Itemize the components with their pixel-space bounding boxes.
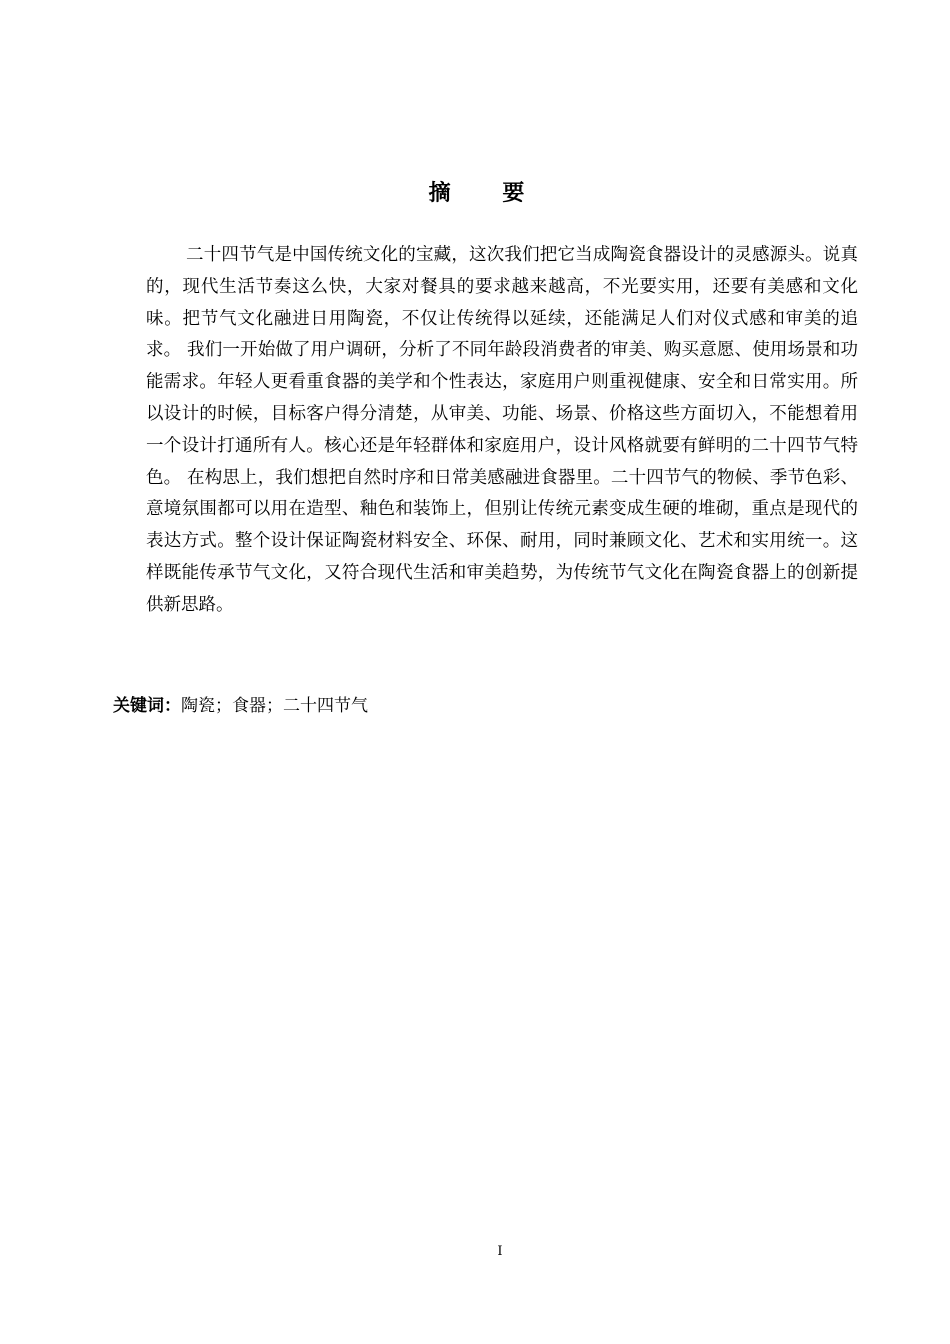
- page-number: I: [497, 1244, 503, 1259]
- keywords-label: 关键词：: [113, 696, 181, 716]
- keywords-line: [113, 692, 833, 720]
- abstract-body: 二十四节气是中国传统文化的宝藏，这次我们把它当成陶瓷食器设计的灵感源头。说真的，现代生活节奏这么快，大家对餐具的要求越来越高，不光要实用，还要有美感和文化味。把节气文化融进日用陶瓷，不仅让传统得以延续，还能满足人们对仪式感和审美的追求。 我们一开始做了用户调研，分析了不同年龄段消费者的审美、购买意愿、使用场景和功能需求。年轻人更看重食器的美学和个性表达，家庭用户则重视健康、安全和日常实用。所以设计的时候，目标客户得分清楚，从审美、功能、场景、价格这些方面切入，不能想着用一个设计打通所有人。核心还是年轻群体和家庭用户，设计风格就要有鲜明的二十四节气特色。 在构思上，我们想把自然时序和日常美感融进食器里。二十四节气的物候、季节色彩、意境氛围都可以用在造型、釉色和装饰上，但别让传统元素变成生硬的堆砌，重点是现代的表达方式。整个设计保证陶瓷材料安全、环保、耐用，同时兼顾文化、艺术和实用统一。这样既能传承节气文化，又符合现代生活和审美趋势，为传统节气文化在陶瓷食器上的创新提供新思路。: [146, 245, 858, 615]
- keywords-value: 陶瓷；食器；二十四节气: [181, 696, 368, 716]
- abstract-title: 摘 要: [428, 181, 547, 206]
